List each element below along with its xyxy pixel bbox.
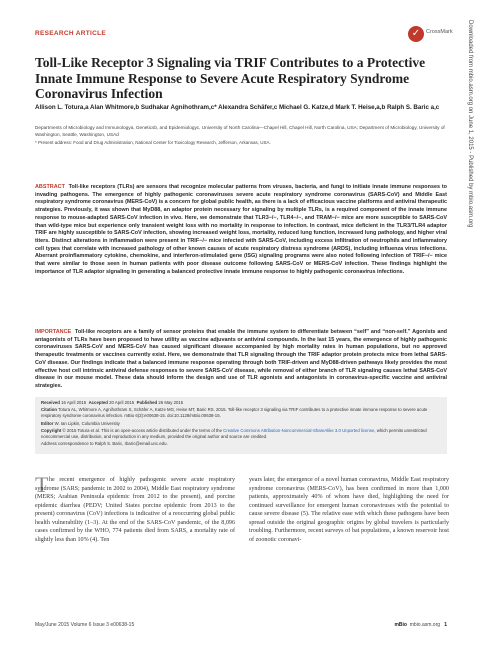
body-column-left: he recent emergence of highly pathogenic severe acute respiratory syndrome (SARS; pandemic in 2002 to 2004), Middle East respiratory syndrome (MERS; Arabian Peninsula epidemic from 2012 to the present), and porcine epidemic diarrhea (PEDV; United States porcine epidemic from 2013 to the present) coronavirus (CoV) infections is indicative of a reoccurring global public health vulnerability (1–3). At the end of the SARS-CoV pandemic, of the 8,096 cases confirmed by the WHO, 774 patients died from SARS, a mortality rate of slightly less than 10% (4). Ten [35, 477, 235, 543]
journal-footer [350, 622, 447, 628]
section-tag: RESEARCH ARTICLE [35, 30, 107, 37]
issue-info: May/June 2015 Volume 6 Issue 3 e00638-15 [35, 622, 135, 628]
importance-text: Toll-like receptors are a family of sensor proteins that enable the immune system to differentiate between “self” and “non-self.” Agonists and antagonists of TLRs have been proposed to have utility as vaccine adjuvants or antiviral compounds. In the last 15 years, the emergence of highly pathogenic coronaviruses SARS-CoV and MERS-CoV has caused significant disease accompanied by high mortality rates in human populations, but no approved therapeutic treatments or vaccines currently exist. Here, we demonstrate that TLR signaling through the TRIF adaptor protein protects mice from lethal SARS-CoV disease. Our findings indicate that a balanced immune response operating through both TRIF-driven and MyD88-driven pathways likely provides the most effective host cell intrinsic antiviral defense responses to severe SARS-CoV disease, while removal of either branch of TLR signaling causes lethal SARS-CoV disease in our mouse model. These data should inform the design and use of TLR agonists and antagonists in coronavirus-specific vaccine and antiviral strategies. [35, 329, 447, 389]
drop-cap: T [35, 472, 49, 497]
received-date: 16 April 2015 [61, 400, 87, 405]
editor-label: Editor [41, 420, 54, 426]
journal-url[interactable]: mbio.asm.org [409, 622, 441, 628]
editor-row [41, 421, 441, 427]
affiliations: Departments of Microbiology and Immunologya, Geneticsb, and Epidemiologyc, University of North Carolina—Chapel Hill, Chapel Hill, North Carolina, USA; Department of Microbiology, University of Washington, Seattle, Washington, USAd [35, 125, 445, 137]
citation-text: Totura AL, Whitmore A, Agnihothram S, Schäfer A, Katze MG, Heise MT, Baric RS. 2015. Toll-like receptor 3 signaling via TRIF contributes to a protective innate immune response to severe acute respiratory syndrome coronavirus infection. mBio 6(3):e00638-15. doi:10.1128/mBio.00638-15. [41, 407, 428, 419]
present-address: * Present address: Food and Drug Administration, National Center for Toxicology Research, Jefferson, Arkansas, USA. [35, 140, 271, 145]
published-date: 26 May 2015 [158, 400, 184, 405]
abstract [35, 184, 447, 276]
license-link[interactable]: Creative Commons Attribution-Noncommercial-ShareAlike 3.0 Unported license [223, 427, 375, 433]
copyright-text: © 2015 Totura et al. This is an open-access article distributed under the terms of the [62, 427, 222, 433]
correspondence-row [41, 441, 441, 447]
correspondence-address: Address correspondence to Ralph S. Baric, rbaric@email.unc.edu. [41, 441, 168, 447]
author-list: Allison L. Totura,a Alan Whitmore,b Sudhakar Agnihothram,c* Alexandra Schäfer,c Michael G. Katze,d Mark T. Heise,a,b Ralph S. Baric a,c [35, 104, 440, 111]
importance [35, 329, 447, 391]
importance-label: IMPORTANCE [35, 329, 72, 335]
accepted-label: Accepted [88, 400, 108, 405]
download-notice-text: Downloaded from mbio.asm.org on June 1, 2015 - Published by mbio.asm.org [467, 20, 473, 228]
copyright-label: Copyright [41, 427, 62, 433]
page-number: 1 [444, 622, 447, 628]
journal-logo: mBio [394, 622, 407, 628]
accepted-date: 20 April 2015 [109, 400, 135, 405]
received-label: Received [41, 400, 60, 405]
citation-label: Citation [41, 407, 57, 413]
abstract-label: ABSTRACT [35, 184, 65, 190]
citation-row [41, 407, 441, 419]
download-notice [465, 20, 475, 400]
body-column-right: years later, the emergence of a novel human coronavirus, Middle East respiratory syndrome coronavirus (MERS-CoV), has been confirmed in more than 1,000 patients, approximately 40% of whom have died, highlighting the need for continued surveillance for emergent human coronaviruses with the potential to cause severe disease (5). The relative ease with which these pathogens have been spread outside the original geographic origins by global travelers is particularly troubling. Furthermore, recent surveys of bat populations, a known reservoir host of zoonotic coronavi- [249, 477, 449, 543]
abstract-text: Toll-like receptors (TLRs) are sensors that recognize molecular patterns from viruses, bacteria, and fungi to initiate innate immune responses to invading pathogens. The emergence of highly pathogenic coronaviruses severe acute respiratory syndrome coronavirus (SARS-CoV) and Middle East respiratory syndrome coronavirus (MERS-CoV) is a concern for global public health, as there is a lack of efficacious vaccine platforms and antiviral therapeutic strategies. Previously, it was shown that MyD88, an adaptor protein necessary for signaling by multiple TLRs, is a required component of the innate immune response to mouse-adapted SARS-CoV infection in vivo. Here, we demonstrate that TLR3−/−, TLR4−/−, and TRAM−/− mice are more susceptible to SARS-CoV than wild-type mice but experience only transient weight loss with no mortality in response to infection. In contrast, mice deficient in the TLR3/TLR4 adaptor TRIF are highly susceptible to SARS-CoV infection, showing increased weight loss, mortality, reduced lung function, increased lung pathology, and higher viral titers. Distinct alterations in inflammation were present in TRIF−/− mice infected with SARS-CoV, including excess infiltration of neutrophils and inflammatory cell types that correlate with increased pathology of other known causes of acute respiratory distress syndrome (ARDS), including influenza virus infections. Aberrant proinflammatory cytokine, chemokine, and interferon-stimulated gene (ISG) signaling programs were also noted following infection of TRIF−/− mice that were similar to those seen in human patients with poor disease outcome following SARS-CoV or MERS-CoV infection. These findings highlight the importance of TLR adaptor signaling in generating a balanced protective innate immune response to highly pathogenic coronavirus infections. [35, 184, 447, 275]
crossmark-label: CrossMark [426, 29, 453, 35]
article-title: Toll-Like Receptor 3 Signaling via TRIF Contributes to a Protective Innate Immune Response to Severe Acute Respiratory Syndrome Coronavirus Infection [35, 55, 426, 101]
editor-name: W. Ian Lipkin, Columbia University [54, 420, 120, 426]
crossmark-icon: ✓ [408, 26, 424, 42]
published-label: Published [136, 400, 158, 405]
dates-row [41, 400, 441, 406]
copyright-text-end: , which permits unrestricted noncommercial use, distribution, and reproduction in any medium, provided the original author and source are credited. [41, 427, 427, 440]
article-info-box [35, 397, 447, 454]
copyright-row [41, 428, 441, 440]
crossmark-badge[interactable] [408, 26, 453, 48]
